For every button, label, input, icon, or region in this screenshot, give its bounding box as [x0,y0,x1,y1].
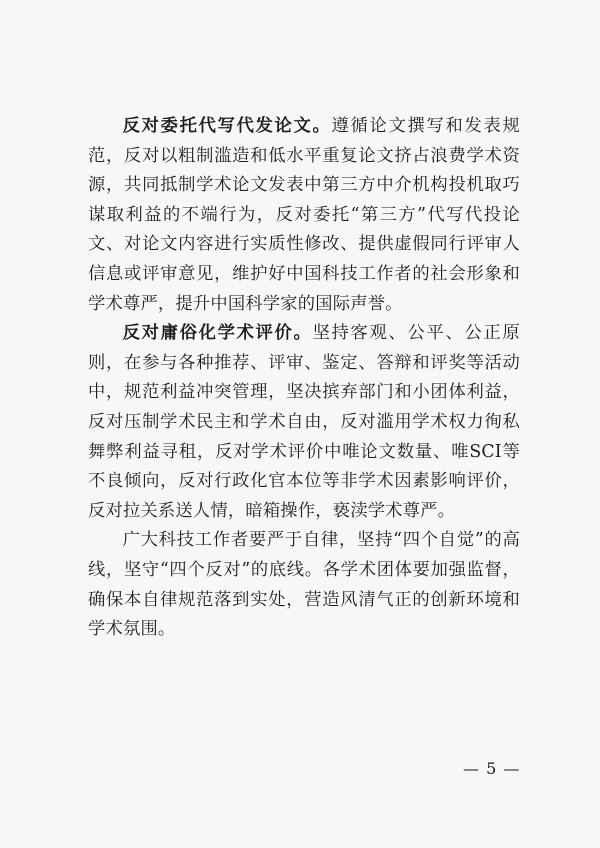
paragraph-text: 坚持客观、公平、公正原则，在参与各种推荐、评审、鉴定、答辩和评奖等活动中，规范利益冲突管理，坚决摈弃部门和小团体利益，反对压制学术民主和学术自由，反对滥用学术权力徇私舞弊利益寻租，反对学术评价中唯论文数量、唯SCI等不良倾向，反对行政化官本位等非学术因素影响评价，反对拉关系送人情，暗箱操作，亵渎学术尊严。 [88,323,520,521]
paragraph-heading: 反对庸俗化学术评价。 [122,323,313,344]
paragraph-evaluation [88,319,520,526]
paragraph-text: 遵循论文撰写和发表规范，反对以粗制滥造和低水平重复论文挤占浪费学术资源，共同抵制学术论文发表中第三方中介机构投机取巧谋取利益的不端行为，反对委托“第三方”代写代投论文、对论文内容进行实质性修改、提供虚假同行评审人信息或评审意见，维护好中国科技工作者的社会形象和学术尊严，提升中国科学家的国际声誉。 [88,116,520,314]
paragraph-text: 广大科技工作者要严于自律，坚持“四个自觉”的高线，坚守“四个反对”的底线。各学术团体要加强监督，确保本自律规范落到实处，营造风清气正的创新环境和学术氛围。 [88,530,520,640]
page-number: — 5 — [463,759,521,778]
document-body [88,112,520,645]
paragraph-ghostwriting [88,112,520,319]
paragraph-heading: 反对委托代写代发论文。 [122,116,332,136]
paragraph-self-discipline [88,526,520,644]
